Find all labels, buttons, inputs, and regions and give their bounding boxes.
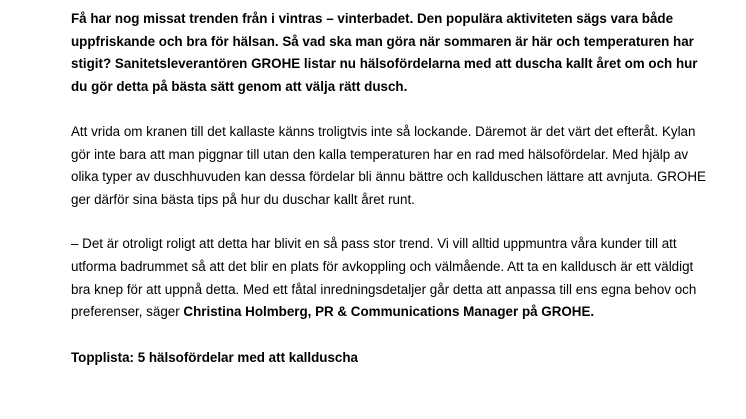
document-page — [71, 8, 711, 369]
quote-attribution: Christina Holmberg, PR & Communications Manager på GROHE. — [183, 304, 595, 320]
intro-paragraph: Få har nog missat trenden från i vintras – vinterbadet. Den populära aktiviteten sägs vara både uppfriskande och bra för hälsan. Så vad ska man göra när sommaren är här och temperaturen har stigit? Sanitetsleverantören GROHE listar nu hälsofördelarna med att duscha kallt året om och hur du gör detta på bästa sätt genom att välja rätt dusch. — [71, 11, 698, 94]
spacer — [71, 324, 711, 347]
body-paragraph: Att vrida om kranen till det kallaste känns troligtvis inte så lockande. Däremot är det värt det efteråt. Kylan gör inte bara att man piggnar till utan den kalla temperaturen har en rad med hälsofördelar. Med hjälp av olika typer av duschhuvuden kan dessa fördelar bli ännu bättre och kallduschen lättare att avnjuta. GROHE ger därför sina bästa tips på hur du duschar kallt året runt. — [71, 124, 706, 207]
list-heading: Topplista: 5 hälsofördelar med att kallduscha — [71, 349, 358, 365]
spacer — [71, 211, 711, 233]
spacer — [71, 98, 711, 121]
quote-paragraph — [71, 233, 711, 323]
quote-text: – Det är otroligt roligt att detta har blivit en så pass stor trend. Vi vill alltid uppmuntra våra kunder till att utforma badrummet så att det blir en plats för avkoppling och välmående. Att ta en kalldusch är ett väldigt bra knep för att uppnå detta. Med ett fåtal inredningsdetaljer går detta att anpassa till ens egna behov och preferenser, säger — [71, 236, 697, 320]
